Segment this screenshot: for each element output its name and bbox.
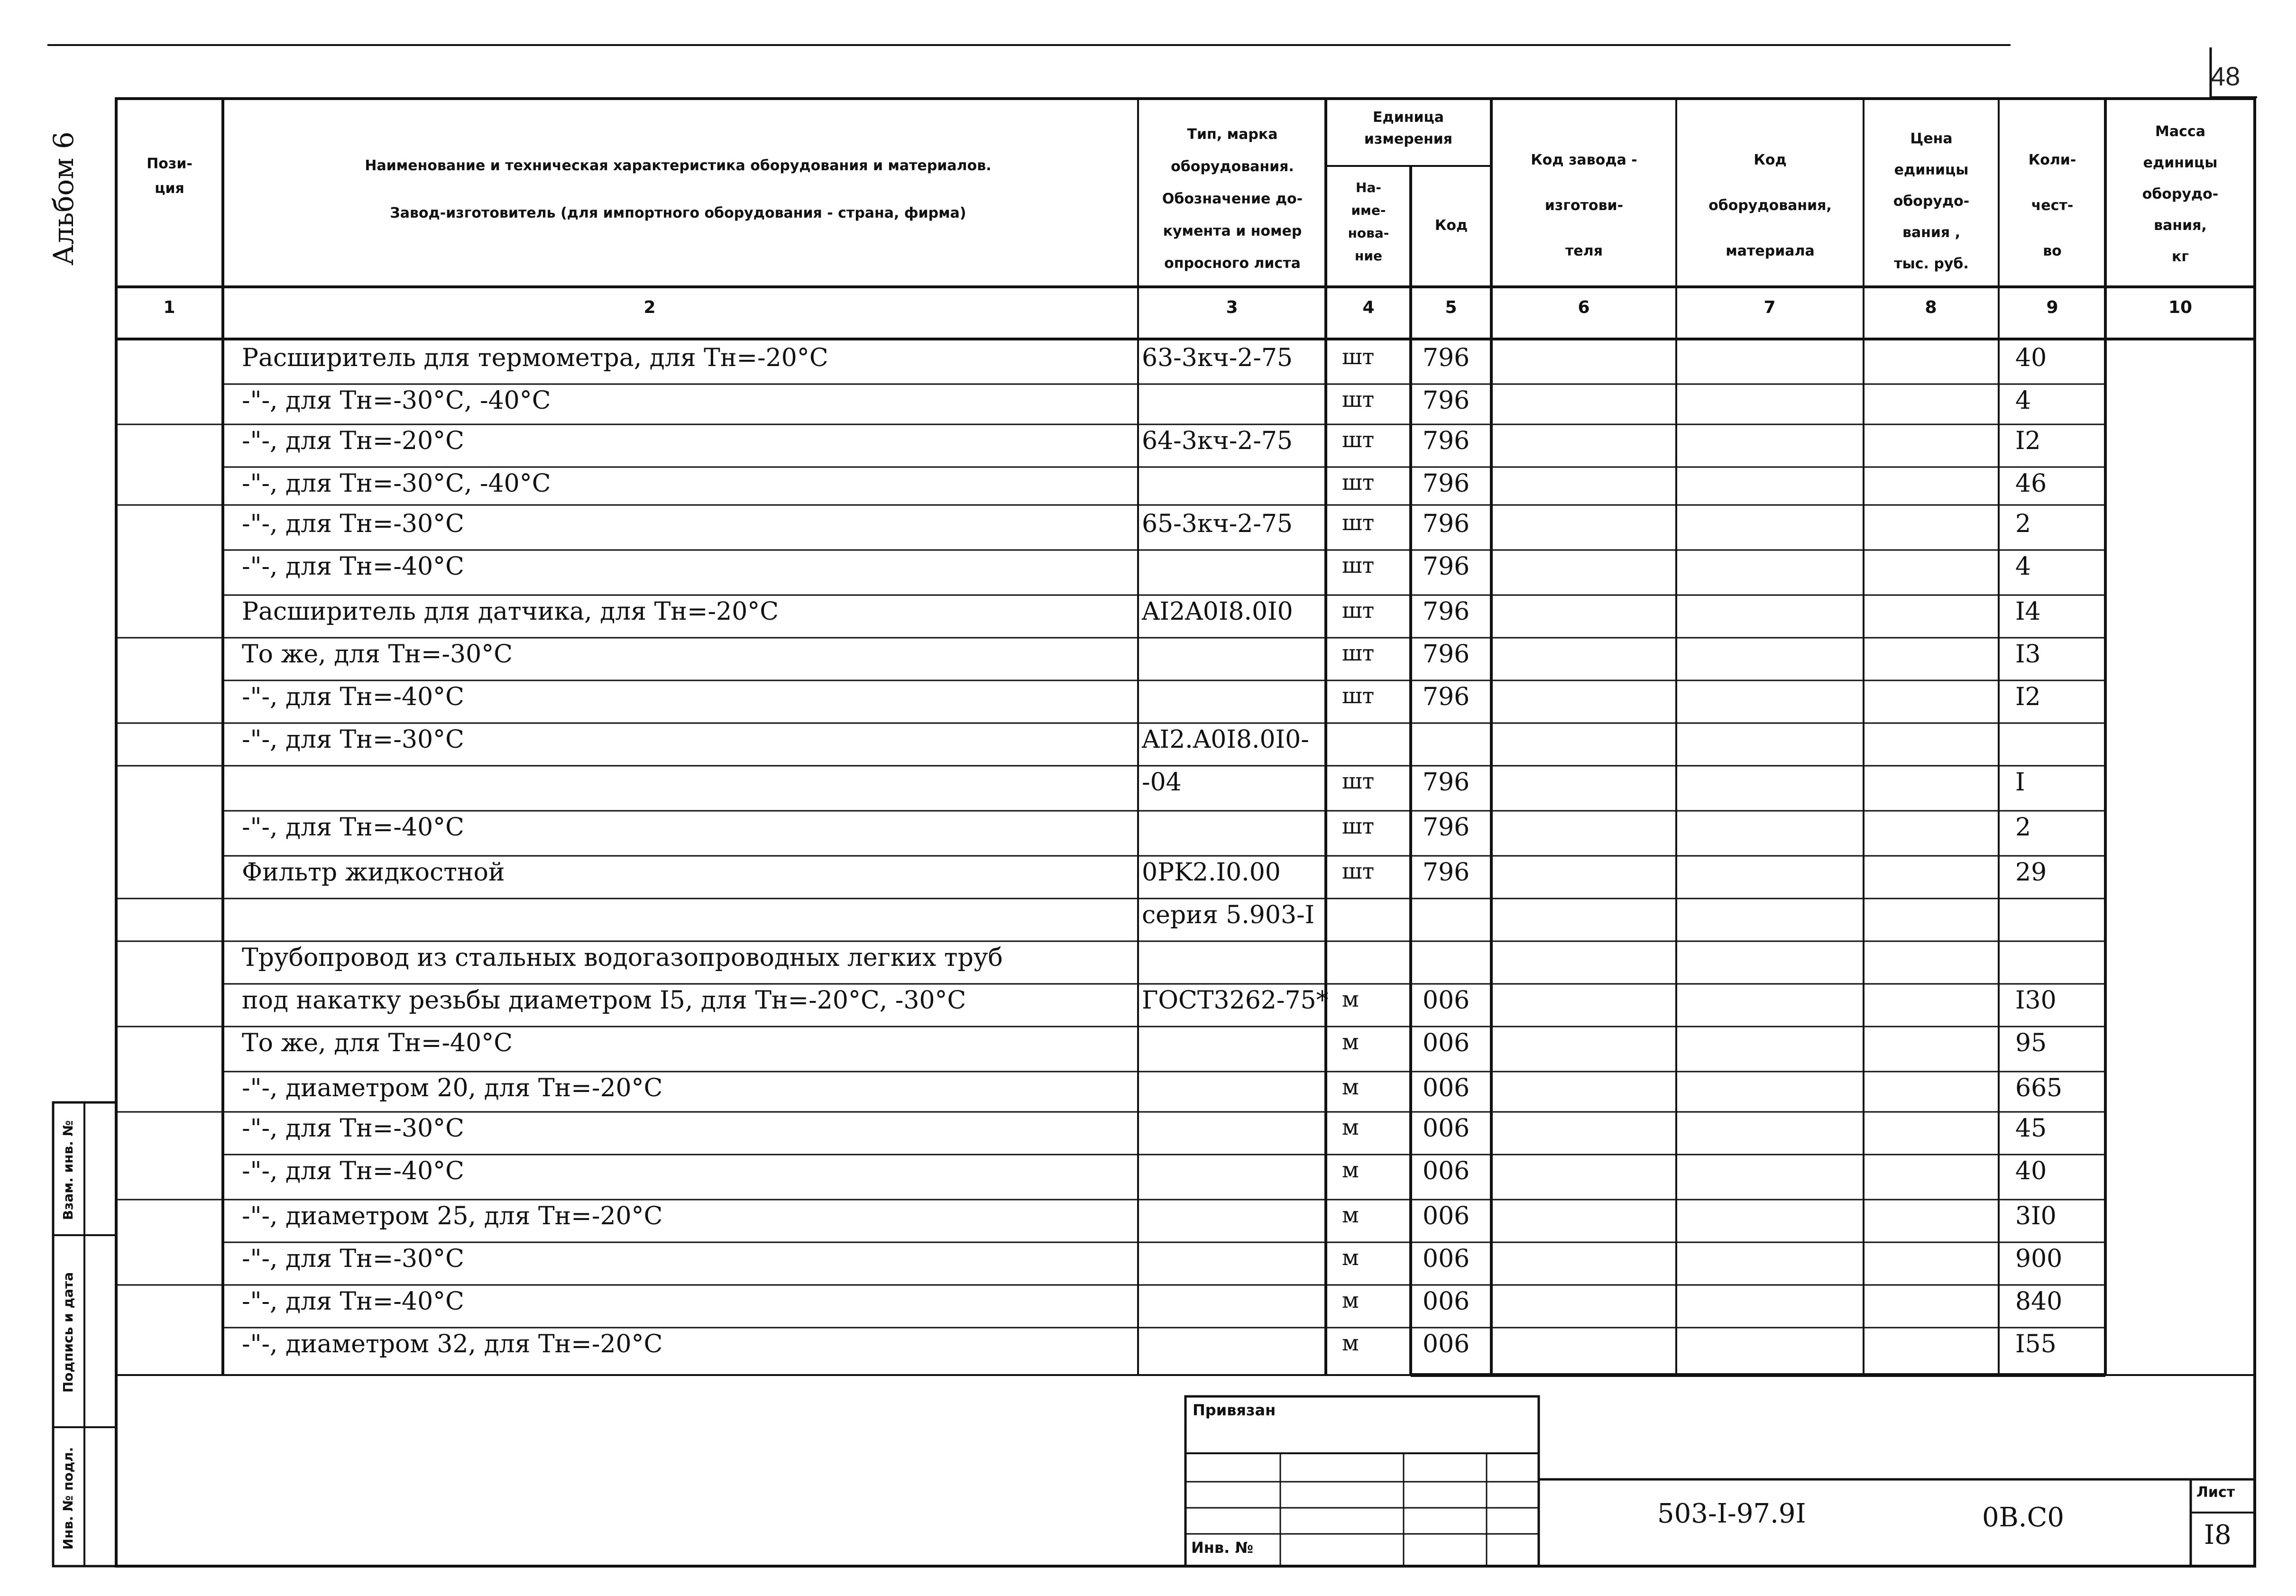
cell-name: -"-, для Тн=-20°С	[242, 427, 464, 455]
cell-unit: шт	[1342, 683, 1375, 708]
cell-type: 65-3кч-2-75	[1142, 510, 1293, 538]
cell-unit: м	[1342, 1330, 1359, 1356]
cell-unit: шт	[1342, 813, 1375, 839]
header-unit-group: Единица измерения	[1364, 109, 1453, 147]
col-number-7: 7	[1763, 298, 1776, 317]
cell-name: -"-, для Тн=-30°С, -40°С	[242, 469, 551, 498]
top-sheet-number: 48	[2211, 61, 2241, 91]
cell-code: 796	[1423, 469, 1470, 498]
cell-name: -"-, диаметром 32, для Тн=-20°С	[242, 1330, 663, 1358]
cell-code: 006	[1423, 1157, 1470, 1185]
cell-code: 796	[1423, 683, 1470, 711]
header-col7: Код оборудования, материала	[1708, 152, 1832, 259]
cell-name: -"-, для Тн=-40°С	[242, 813, 464, 842]
cell-qty: 95	[2015, 1029, 2047, 1057]
cell-type: 0PK2.I0.00	[1142, 858, 1281, 887]
cell-code: 006	[1423, 1330, 1470, 1358]
side-stamp-podpis: Подпись и дата	[60, 1272, 76, 1393]
doc-section: 0В.С0	[1982, 1502, 2065, 1533]
cell-qty: 40	[2015, 1157, 2047, 1185]
stamp-privyazan: Привязан	[1193, 1401, 1276, 1419]
col-number-1: 1	[163, 298, 175, 317]
cell-qty: 4	[2015, 552, 2031, 581]
cell-unit: м	[1342, 1029, 1359, 1055]
cell-name: -"-, для Тн=-30°С	[242, 1245, 464, 1273]
cell-unit: шт	[1342, 640, 1375, 666]
stamp-list-label: Лист	[2196, 1484, 2235, 1501]
cell-code: 006	[1423, 1202, 1470, 1230]
cell-code: 796	[1423, 427, 1470, 455]
header-col10: Масса единицы оборудо- вания, кг	[2142, 123, 2219, 265]
cell-name: Расширитель для термометра, для Тн=-20°С	[242, 344, 828, 372]
cell-unit: шт	[1342, 552, 1375, 578]
header-col6: Код завода - изготови- теля	[1531, 152, 1637, 259]
cell-name: То же, для Тн=-30°С	[242, 640, 513, 669]
cell-name: -"-, для Тн=-40°С	[242, 1287, 464, 1316]
side-stamp-inv-podl: Инв. № подл.	[60, 1447, 76, 1550]
stamp-list-number: I8	[2204, 1520, 2232, 1550]
col-number-4: 4	[1362, 298, 1375, 317]
cell-unit: м	[1342, 1287, 1359, 1313]
cell-unit: м	[1342, 1074, 1359, 1100]
cell-name: Расширитель для датчика, для Тн=-20°С	[242, 597, 779, 626]
header-col9: Коли- чест- во	[2028, 152, 2076, 259]
cell-name: -"-, для Тн=-30°С	[242, 1114, 464, 1143]
header-col4: На- име- нова- ние	[1348, 180, 1389, 264]
cell-qty: 840	[2015, 1287, 2063, 1316]
cell-unit: шт	[1342, 510, 1375, 535]
cell-code: 796	[1423, 386, 1470, 415]
header-col3: Тип, марка оборудования. Обозначение до- кумента и номер опросного листа	[1162, 126, 1303, 272]
cell-name: То же, для Тн=-40°С	[242, 1029, 513, 1057]
cell-name: под накатку резьбы диаметром I5, для Тн=-20°С, -30°С	[242, 986, 966, 1015]
cell-unit: шт	[1342, 768, 1375, 794]
header-col8: Цена единицы оборудо- вания , тыс. руб.	[1893, 130, 1970, 272]
cell-unit: м	[1342, 1245, 1359, 1270]
cell-name: -"-, диаметром 25, для Тн=-20°С	[242, 1202, 663, 1230]
cell-name: -"-, для Тн=-30°С, -40°С	[242, 386, 551, 415]
cell-unit: м	[1342, 986, 1359, 1012]
cell-qty: 29	[2015, 858, 2047, 887]
col-number-10: 10	[2168, 298, 2193, 317]
col-number-2: 2	[643, 298, 656, 317]
cell-unit: шт	[1342, 386, 1375, 412]
cell-qty: I2	[2015, 683, 2041, 711]
cell-qty: 40	[2015, 344, 2047, 372]
cell-code: 796	[1423, 813, 1470, 842]
doc-code: 503-I-97.9I	[1657, 1498, 1806, 1529]
cell-unit: шт	[1342, 858, 1375, 884]
cell-name: -"-, для Тн=-40°С	[242, 552, 464, 581]
cell-qty: 2	[2015, 813, 2031, 842]
cell-unit: шт	[1342, 597, 1375, 623]
cell-name: -"-, для Тн=-30°С	[242, 510, 464, 538]
cell-code: 006	[1423, 1287, 1470, 1316]
cell-name: -"-, диаметром 20, для Тн=-20°С	[242, 1074, 663, 1102]
col-number-9: 9	[2046, 298, 2058, 317]
cell-unit: шт	[1342, 344, 1375, 369]
cell-type: серия 5.903-I	[1142, 901, 1315, 929]
cell-qty: I	[2015, 768, 2025, 797]
col-number-3: 3	[1226, 298, 1238, 317]
cell-unit: шт	[1342, 427, 1375, 452]
col-number-8: 8	[1925, 298, 1937, 317]
cell-name: -"-, для Тн=-40°С	[242, 683, 464, 711]
header-col1: Пози- ция	[147, 156, 193, 197]
cell-type: -04	[1142, 768, 1182, 797]
cell-qty: I30	[2015, 986, 2057, 1015]
cell-code: 006	[1423, 986, 1470, 1015]
cell-qty: I55	[2015, 1330, 2057, 1358]
album-label: Альбом 6	[47, 131, 80, 266]
cell-type: 64-3кч-2-75	[1142, 427, 1293, 455]
cell-code: 796	[1423, 552, 1470, 581]
cell-name: -"-, для Тн=-40°С	[242, 1157, 464, 1185]
cell-code: 006	[1423, 1245, 1470, 1273]
cell-qty: 46	[2015, 469, 2047, 498]
cell-qty: 3I0	[2015, 1202, 2057, 1230]
cell-qty: 45	[2015, 1114, 2047, 1143]
cell-code: 796	[1423, 858, 1470, 887]
cell-qty: 4	[2015, 386, 2031, 415]
header-col2: Наименование и техническая характеристика оборудования и материалов. Завод-изготовитель (для импортного оборудования - страна, фирма)	[365, 157, 992, 221]
cell-code: 796	[1423, 597, 1470, 626]
cell-qty: 2	[2015, 510, 2031, 538]
cell-type: ГОСТ3262-75*	[1142, 986, 1329, 1015]
cell-qty: 665	[2015, 1074, 2063, 1102]
cell-qty: I4	[2015, 597, 2041, 626]
stamp-inv-no: Инв. №	[1191, 1539, 1253, 1557]
cell-name: Трубопровод из стальных водогазопроводных легких труб	[242, 944, 1003, 972]
cell-type: AI2A0I8.0I0	[1142, 597, 1293, 626]
col-number-5: 5	[1445, 298, 1457, 317]
header-col5: Код	[1434, 217, 1468, 234]
cell-qty: I3	[2015, 640, 2041, 669]
cell-code: 796	[1423, 510, 1470, 538]
cell-name: -"-, для Тн=-30°С	[242, 725, 464, 754]
cell-qty: I2	[2015, 427, 2041, 455]
side-stamp-vzam-inv: Взам. инв. №	[60, 1120, 76, 1220]
cell-unit: шт	[1342, 469, 1375, 495]
col-number-6: 6	[1578, 298, 1590, 317]
cell-code: 796	[1423, 344, 1470, 372]
cell-code: 006	[1423, 1029, 1470, 1057]
cell-unit: м	[1342, 1114, 1359, 1140]
cell-code: 796	[1423, 768, 1470, 797]
cell-code: 006	[1423, 1114, 1470, 1143]
cell-unit: м	[1342, 1202, 1359, 1228]
cell-type: AI2.A0I8.0I0-	[1142, 725, 1309, 754]
cell-name: Фильтр жидкостной	[242, 858, 505, 887]
cell-code: 006	[1423, 1074, 1470, 1102]
cell-unit: м	[1342, 1157, 1359, 1183]
cell-code: 796	[1423, 640, 1470, 669]
cell-type: 63-3кч-2-75	[1142, 344, 1293, 372]
cell-qty: 900	[2015, 1245, 2063, 1273]
